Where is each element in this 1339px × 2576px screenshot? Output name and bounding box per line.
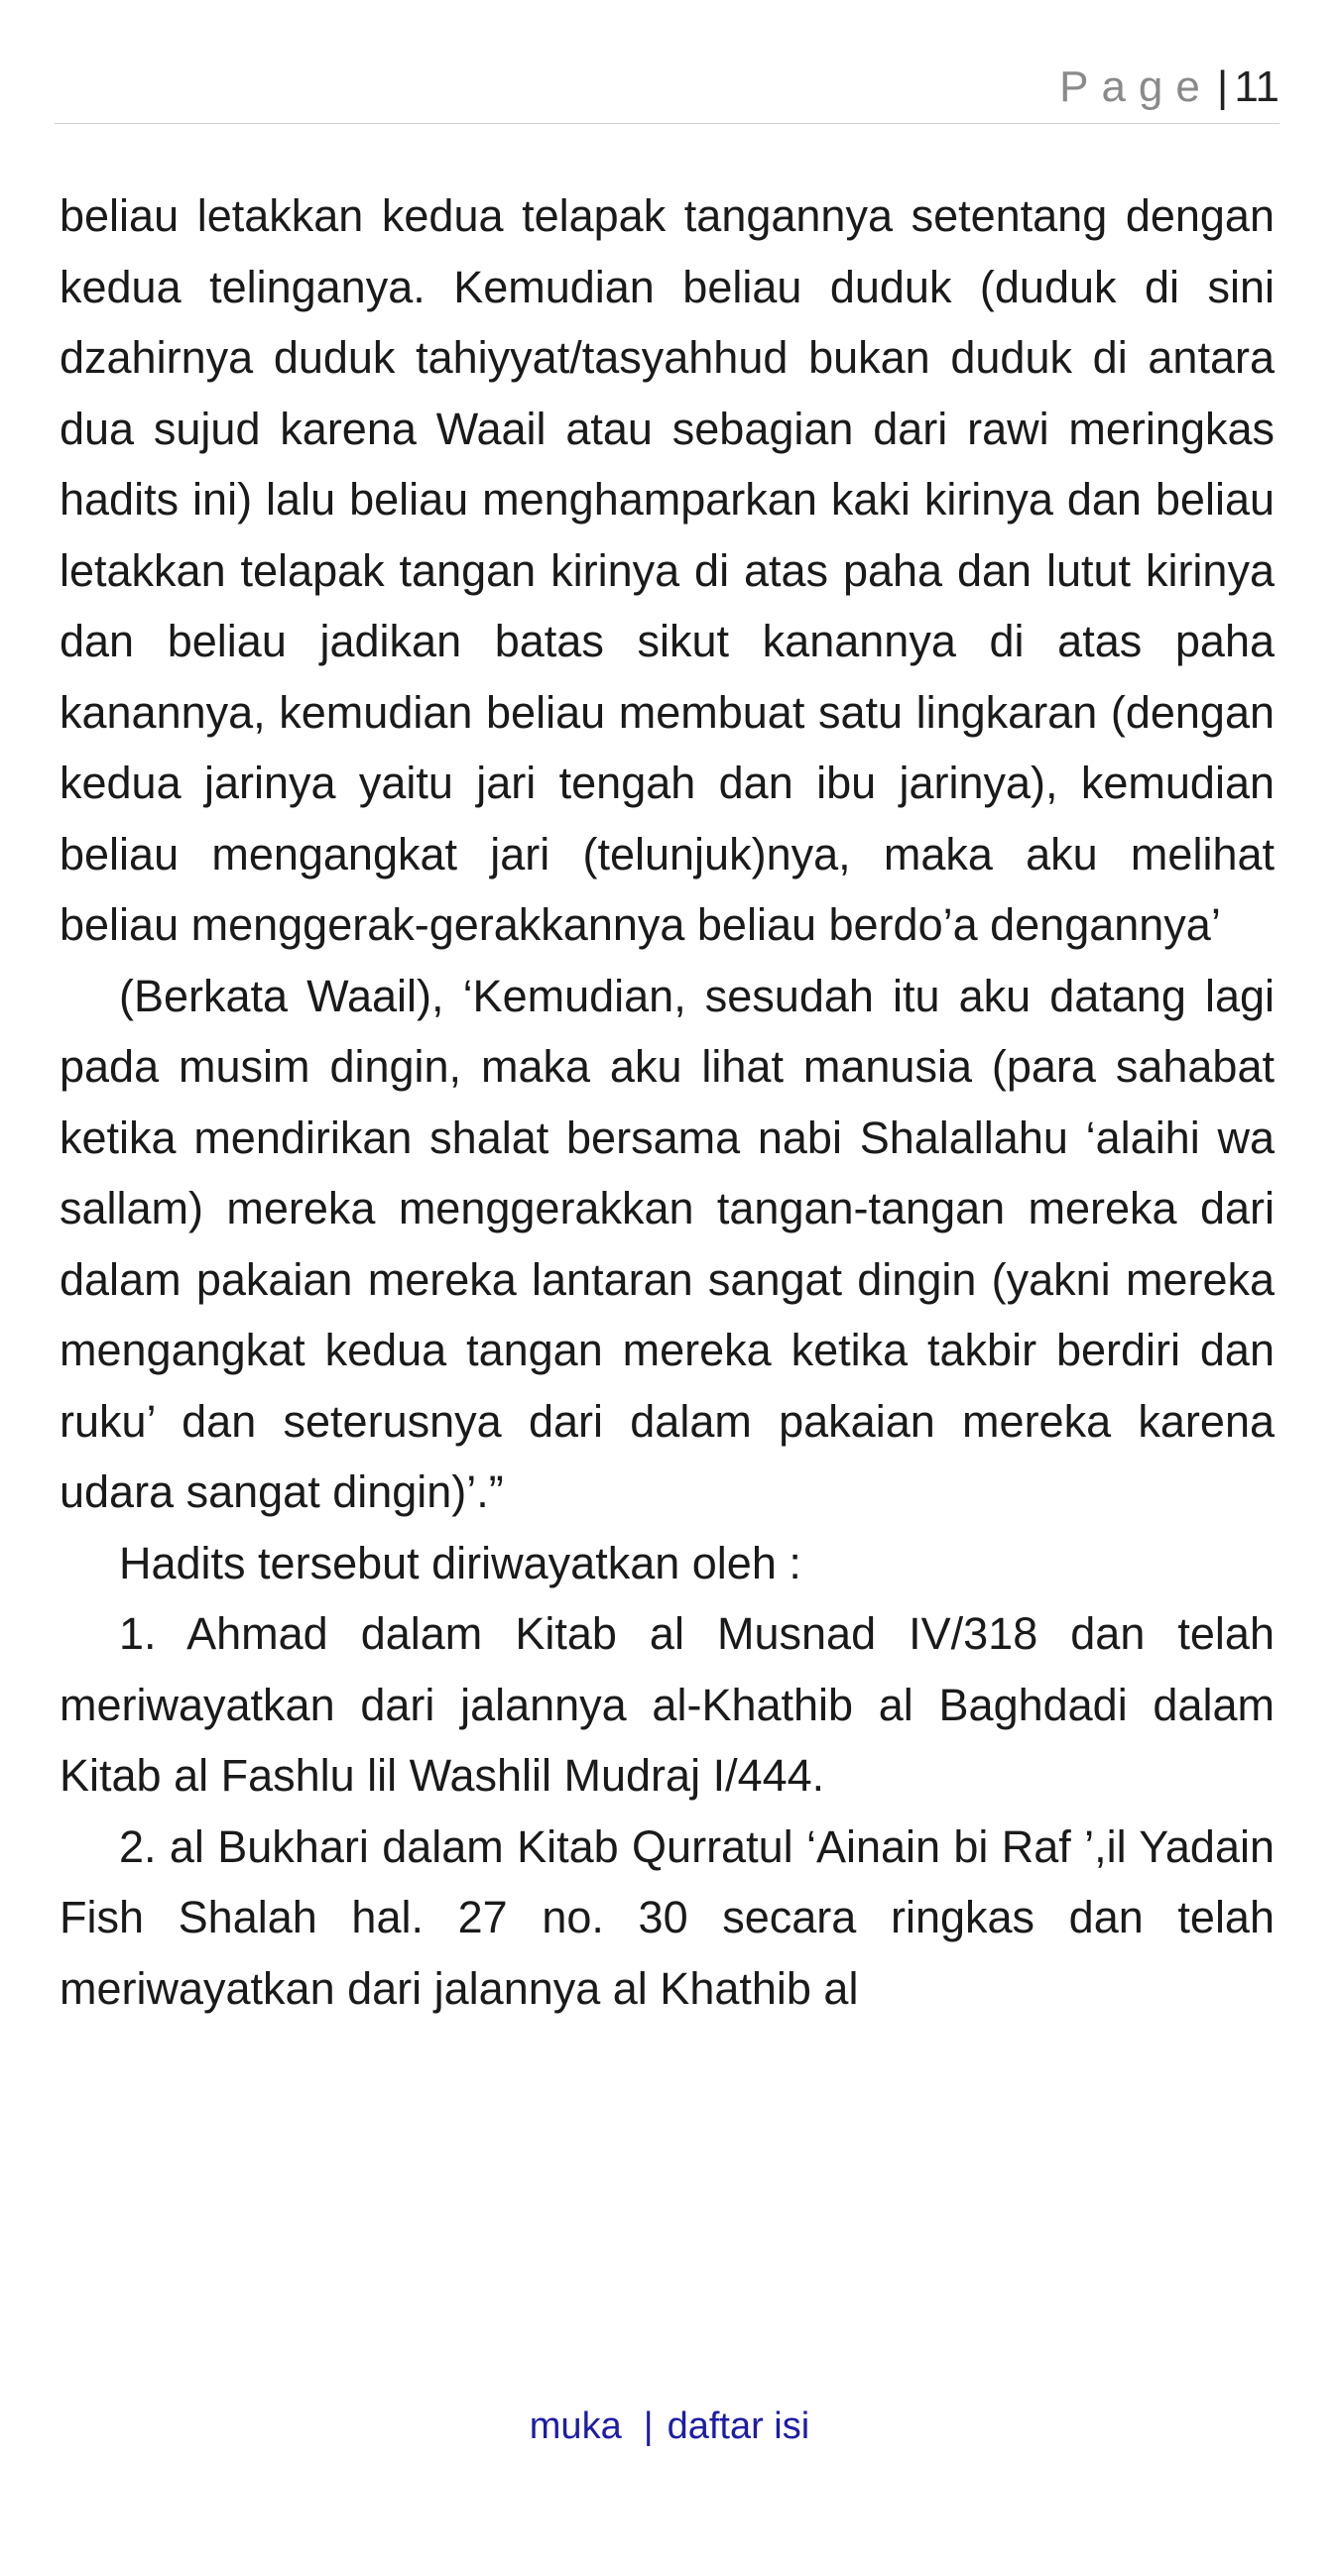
paragraph-waail: (Berkata Waail), ‘Kemudian, sesudah itu aku datang lagi pada musim dingin, maka aku lihat manusia (para sahabat ketika mendirikan shalat bersama nabi Shalallahu ‘alaihi wa sallam) mereka menggerakkan tangan-tangan mereka dari dalam pakaian mereka lantaran sangat dingin (yakni mereka mengangkat kedua tangan mereka ketika takbir berdiri dan ruku’ dan seterusnya dari dalam pakaian mereka karena udara sangat dingin)’.” [60, 970, 1275, 1517]
page-number-block [1059, 58, 1279, 117]
home-link[interactable]: muka [529, 2405, 622, 2447]
footer-separator: | [643, 2405, 654, 2447]
page-separator: | [1216, 62, 1229, 111]
paragraph-narrators-intro: Hadits tersebut diriwayatkan oleh : [119, 1537, 801, 1588]
page-number: 11 [1234, 62, 1279, 111]
page-header [55, 58, 1279, 124]
page-label: Page [1059, 62, 1213, 111]
list-item-ahmad: 1. Ahmad dalam Kitab al Musnad IV/318 dan telah meriwayatkan dari jalannya al-Khathib al Baghdadi dalam Kitab al Fashlu lil Washlil Mudraj I/444. [60, 1608, 1275, 1801]
document-body [60, 180, 1275, 2024]
list-item-bukhari: 2. al Bukhari dalam Kitab Qurratul ‘Ainain bi Raf ’,il Yadain Fish Shalah hal. 27 no. 30 secara ringkas dan telah meriwayatkan dari jalannya al Khathib al [60, 1820, 1275, 2014]
paragraph-continuation: beliau letakkan kedua telapak tangannya setentang dengan kedua telinganya. Kemudian beliau duduk (duduk di sini dzahirnya duduk tahiyyat/tasyahhud bukan duduk di antara dua sujud karena Waail atau sebagian dari rawi meringkas hadits ini) lalu beliau menghamparkan kaki kirinya dan beliau letakkan telapak tangan kirinya di atas paha dan lutut kirinya dan beliau jadikan batas sikut kanannya di atas paha kanannya, kemudian beliau membuat satu lingkaran (dengan kedua jarinya yaitu jari tengah dan ibu jarinya), kemudian beliau mengangkat jari (telunjuk)nya, maka aku melihat beliau menggerak-gerakkannya beliau berdo’a dengannya’ [60, 190, 1275, 950]
table-of-contents-link[interactable]: daftar isi [667, 2405, 810, 2447]
footer-nav [0, 2400, 1339, 2453]
